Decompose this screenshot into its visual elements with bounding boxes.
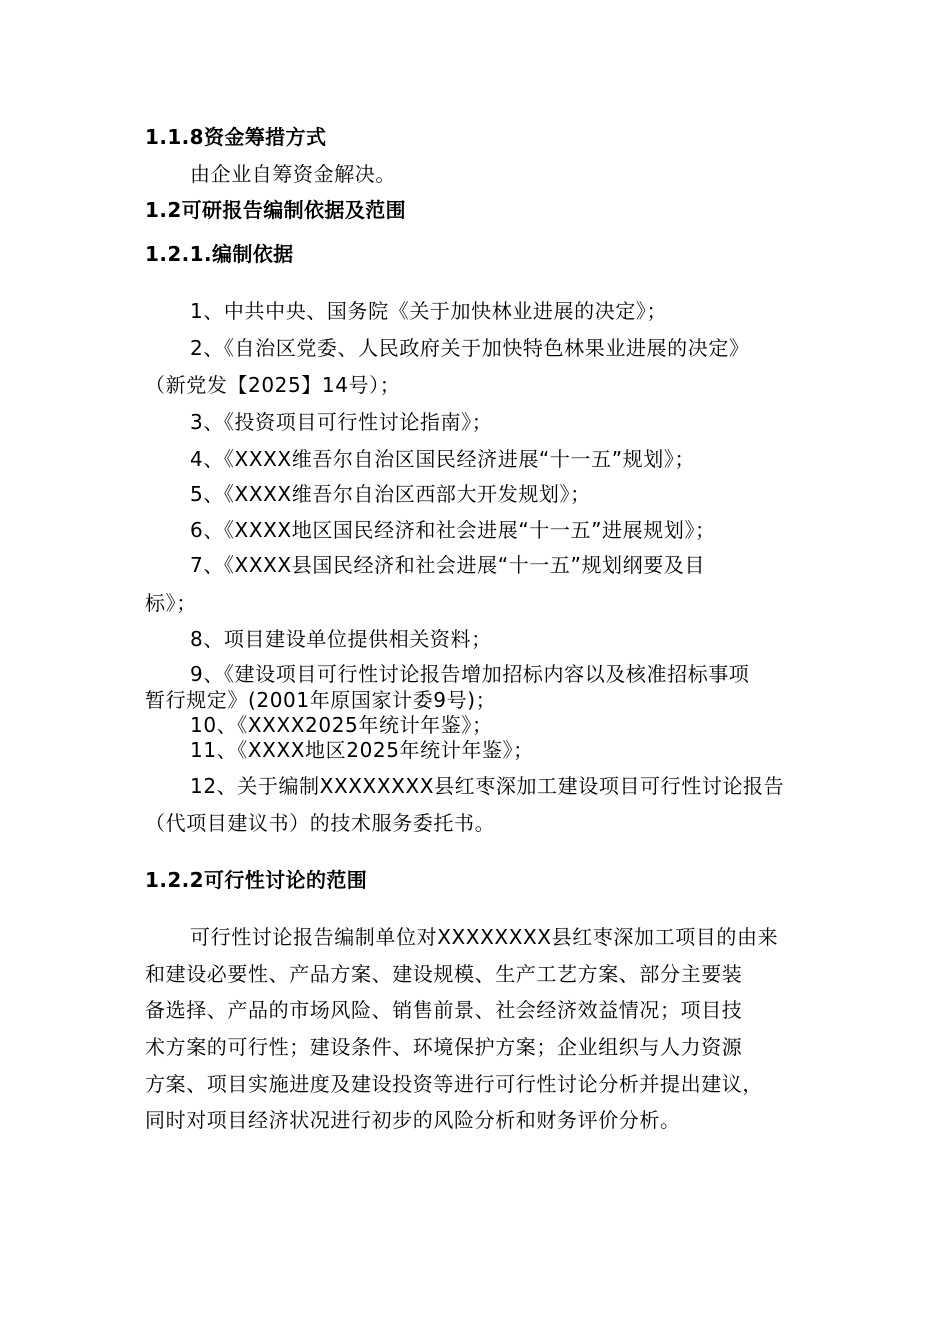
basis-item-5: 5、《XXXX维吾尔自治区西部大开发规划》； xyxy=(190,482,591,506)
scope-line-6: 同时对项目经济状况进行初步的风险分析和财务评价分析。 xyxy=(145,1108,681,1132)
basis-item-2-cont: （新党发【2025】14号）； xyxy=(145,373,401,397)
basis-item-6: 6、《XXXX地区国民经济和社会进展“十一五”进展规划》； xyxy=(190,518,716,542)
funding-text: 由企业自筹资金解决。 xyxy=(190,162,396,186)
heading-funding: 1.1.8资金筹措方式 xyxy=(145,125,327,149)
basis-item-11: 11、《XXXX地区2025年统计年鉴》； xyxy=(190,738,534,762)
basis-item-12: 12、关于编制XXXXXXXX县红枣深加工建设项目可行性讨论报告 xyxy=(190,774,785,798)
scope-line-3: 备选择、产品的市场风险、销售前景、社会经济效益情况；项目技 xyxy=(145,998,743,1022)
scope-line-2: 和建设必要性、产品方案、建设规模、生产工艺方案、部分主要装 xyxy=(145,962,743,986)
basis-item-7: 7、《XXXX县国民经济和社会进展“十一五”规划纲要及目 xyxy=(190,553,706,577)
basis-item-7-cont: 标》； xyxy=(145,591,197,615)
basis-item-1: 1、中共中央、国务院《关于加快林业进展的决定》； xyxy=(190,299,668,323)
basis-item-8: 8、项目建设单位提供相关资料； xyxy=(190,627,492,651)
heading-scope: 1.2.2可行性讨论的范围 xyxy=(145,868,368,892)
heading-basis: 1.2.1.编制依据 xyxy=(145,242,294,266)
scope-line-4: 术方案的可行性；建设条件、环境保护方案；企业组织与人力资源 xyxy=(145,1035,743,1059)
scope-line-1: 可行性讨论报告编制单位对XXXXXXXX县红枣深加工项目的由来 xyxy=(190,925,779,949)
scope-line-5: 方案、项目实施进度及建设投资等进行可行性讨论分析并提出建议， xyxy=(145,1072,763,1096)
basis-item-2: 2、《自治区党委、人民政府关于加快特色林果业进展的决定》 xyxy=(190,336,750,360)
basis-item-9-cont: 暂行规定》(2001年原国家计委9号)； xyxy=(145,688,497,712)
basis-item-9: 9、《建设项目可行性讨论报告增加招标内容以及核准招标事项 xyxy=(190,662,750,686)
basis-item-12-cont: （代项目建议书）的技术服务委托书。 xyxy=(145,811,496,835)
basis-item-4: 4、《XXXX维吾尔自治区国民经济进展“十一五”规划》； xyxy=(190,447,696,471)
basis-item-10: 10、《XXXX2025年统计年鉴》； xyxy=(190,713,493,737)
heading-basis-scope: 1.2可研报告编制依据及范围 xyxy=(145,198,407,222)
basis-item-3: 3、《投资项目可行性讨论指南》； xyxy=(190,410,493,434)
